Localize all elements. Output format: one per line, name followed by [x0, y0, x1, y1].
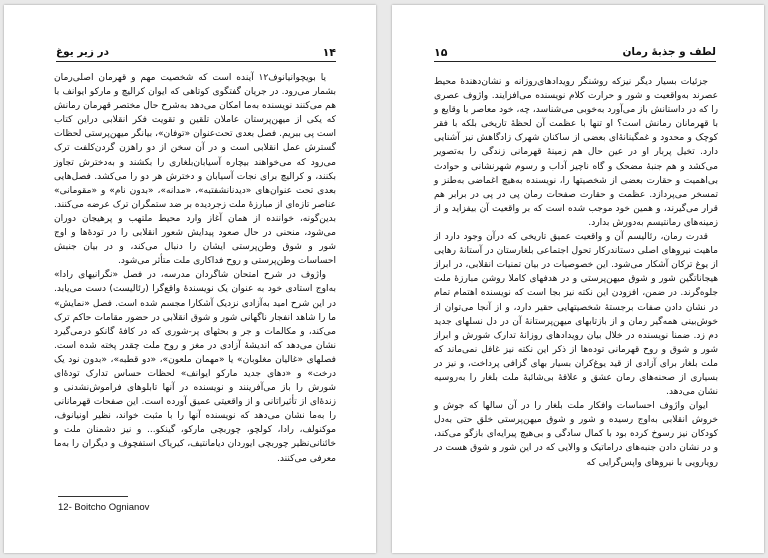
- left-body-text: [54, 71, 336, 466]
- right-page: [392, 5, 764, 553]
- right-body-text: [434, 75, 718, 470]
- left-paragraph-1: یا بویچوانیانوف۱۲ آینده است که شخصیت مهم و قهرمان اصلی‌رمان بشمار می‌رود. در جریان گفتگوی کوتاهی که ایوان کرالیچ و مارکو ایوانف با هم می‌کنند نویسنده به‌ما امکان می‌دهد به‌شرح حال مختصر قهرمان رمانش که یکی از میهن‌پرستان عاملان تلقین و تقویت فکر انقلابی دراین کتاب است پی ببریم. فصل بعدی تحت‌عنوان «توفان»، بیانگر میهن‌پرستی لحظات گسترش عمل انقلابی است و در آن سخن از دو راهزن گردن‌کلفت ترک می‌رود که می‌خواهند بیچاره آسیابان‌بلغاری را بکشند و به‌دخترش تجاوز بکنند، و کرالیچ برای نجات آسیابان و دخترش هر دو را می‌کشد. فصل‌هایی بعدی تحت عنوان‌های «دیدنانشفتبه»، «مدانه»، «بدون نام» و «مقومانی» عناصر تازه‌ای از مبارزهٔ ملت زجردیده بر ضد ستمگران ترک عرضه می‌کنند. بدین‌گونه، خواننده از همان آغاز وارد محیط ملتهب و پرهیجان دوران می‌شود، منحنی در حال صعود پیدایش شعور انقلابی را در تودهٔ‌ها و اوج شور و شوق وطن‌پرستی ایشان را دنبال می‌کند، و در بیان جنبش احساسات وطن‌پرستی و روح فداکاری ملت متأثر می‌شود.: [54, 73, 336, 267]
- left-page: [4, 5, 376, 553]
- right-paragraph-1: جزئیات بسیار دیگر نیزکه روشنگر رویدادهای‌روزانه و نشان‌دهندهٔ محیط عصرند به‌واقعیت و شور و حرارت کلام نویسنده می‌افزایند. واژوف عصری را که در داستانش باز می‌آورد به‌خوبی می‌شناسد، چه، خود معاصر با وقایع و با قهرمانان رمانش است؟ او تنها با عظمت آن لحظهٔ تاریخی بلکه با فقر کوچک و محدود و غمگینانهٔ‌ای بعضی از ساکنان شهرک زادگاهش نیز آشنایی دارد. تخیل پربار او در عین حال هم زمینهٔ قهرمانی زندگی را به‌تصویر می‌کشد و هم جنبهٔ مضحک و گاه ناچیز آداب و رسوم شهرنشانی و حوادث بی‌اهمیت و حقارت بعضی از شخصیتها را، نویسنده به‌هیچ اغماضی به‌طنز و تمسخر می‌پردازد. عظمت و حقارت صفحات رمان پی در پی در برابر هم قرار می‌گیرند، و همین خود موجب شده است که بر واقعیت آن بیفزاید و از زمینه‌های رمانتیسم به‌دورش بدارد.: [434, 77, 718, 228]
- footnote: 12- Boitcho Ognianov: [58, 502, 150, 513]
- right-paragraph-3: ایوان واژوف احساسات وافکار ملت بلغار را در آن سالها که جوش و خروش انقلابی به‌اوج رسیده و شور و شوق میهن‌پرستی خلق حتی به‌دل کودکان نیز رسوخ کرده بود با کمال سادگی و بی‌هیچ پیرایه‌ای بازگو می‌کند، و در نشان دادن جنبه‌های دراماتیک و والایی که در این شور و شوق هست در رویارویی با نیروهای واپس‌گرایی که: [434, 401, 718, 468]
- left-running-header: [56, 45, 336, 62]
- left-page-number: ١۴: [322, 46, 336, 59]
- right-running-header: [434, 45, 716, 62]
- right-running-title: لطف و جذبهٔ رمان: [622, 46, 716, 58]
- left-running-title: در زیر یوغ: [56, 46, 109, 58]
- footnote-divider: [58, 496, 128, 497]
- left-paragraph-2: واژوف در شرح امتحان شاگردان مدرسه، در فصل «نگرانیهای رادا» به‌اوج استادی خود به عنوان یک نویسندهٔ واقع‌گرا (رئالیست) دست می‌یابد. در این شرح امید به‌آزادی نزدیک آشکارا مجسم شده است. فصل «نمایش» ما را شاهد انفجار ناگهانی شور و شوق انقلابی در حضور مقامات حاکم ترک می‌کند، و مکالمات و جر و بحثهای پر-شوری که در کافهٔ گانکو درمی‌گیرد نشان می‌دهد که اندیشهٔ آزادی در مغز و روح ملت چقدر پخته شده است. فصلهای «غالیان مغلوبان» یا «مهمان ملعون»، «دو قطبه»، «بدون نود یک درخت» و «دهای جدید مارکو ایوانف» لحظات حساس تدارک تودهٔ‌ای شورش را باز می‌آفرینند و نویسنده در آنها تابلوهای فراموش‌نشدنی و زندهٔ‌ای از تأثیراتانی و از واقعیتی عمیق آورده است. این صفحات قهرمانانی را به‌ما نشان می‌دهد که نویسنده آنها را با مثبت خواند، نظیر اونیانوف، موکنولف، رادا، کولچو، چوربچی مارکو، گینکو... و نیز دشمنان ملت و خائنانی‌نظیر چوربچی ایوردان دیامانتیف، کیریاک استفچوف و دیگران را به‌ما معرفی می‌کنند.: [54, 270, 336, 464]
- right-page-number: ١۵: [434, 46, 448, 59]
- right-paragraph-2: قدرت رمان، رئالیسم آن و واقعیت عمیق تاریخی که درآن وجود دارد از ماهیت نیروهای اصلی دستاندرکار تحول اجتماعی بلغارستان در آستانهٔ رهایی از یوغ ترکان آشکار می‌شود. این خصوصیات در بیان تمنیات انقلابی، در ابراز هیجاناتگین شور و شوق میهن‌پرستی و در هدفهای کاملا روشن مبارزهٔ ملت جلوه‌گرند. در ضمن، افزودن این نکته نیز بجا است که نویسنده اهتمام تمام در نشان دادن صفات برجستهٔ شخصیتهایی حقیر دارد، و از آنجا می‌توان از خوش‌بینی همه‌گیر رمان و از بازتابهای میهن‌پرستانهٔ آن در دل نسلهای جدید دم زد. ضمنا نویسنده در خلال بیان رویدادهای روزانهٔ تدارک شورش و ابراز شور و شوق و روح قهرمانی توده‌ها از ذکر این نکته نیز غافل نمی‌ماند که ملت بلغار برای آزادی از قید یوغ‌کران بسیار بهای گزافی پرداخت، و نیز در بسیاری از صحنه‌های رمان عشق و علاقهٔ بی‌شائبهٔ ملت بلغار را به‌روسیه نشان می‌دهد.: [434, 232, 718, 398]
